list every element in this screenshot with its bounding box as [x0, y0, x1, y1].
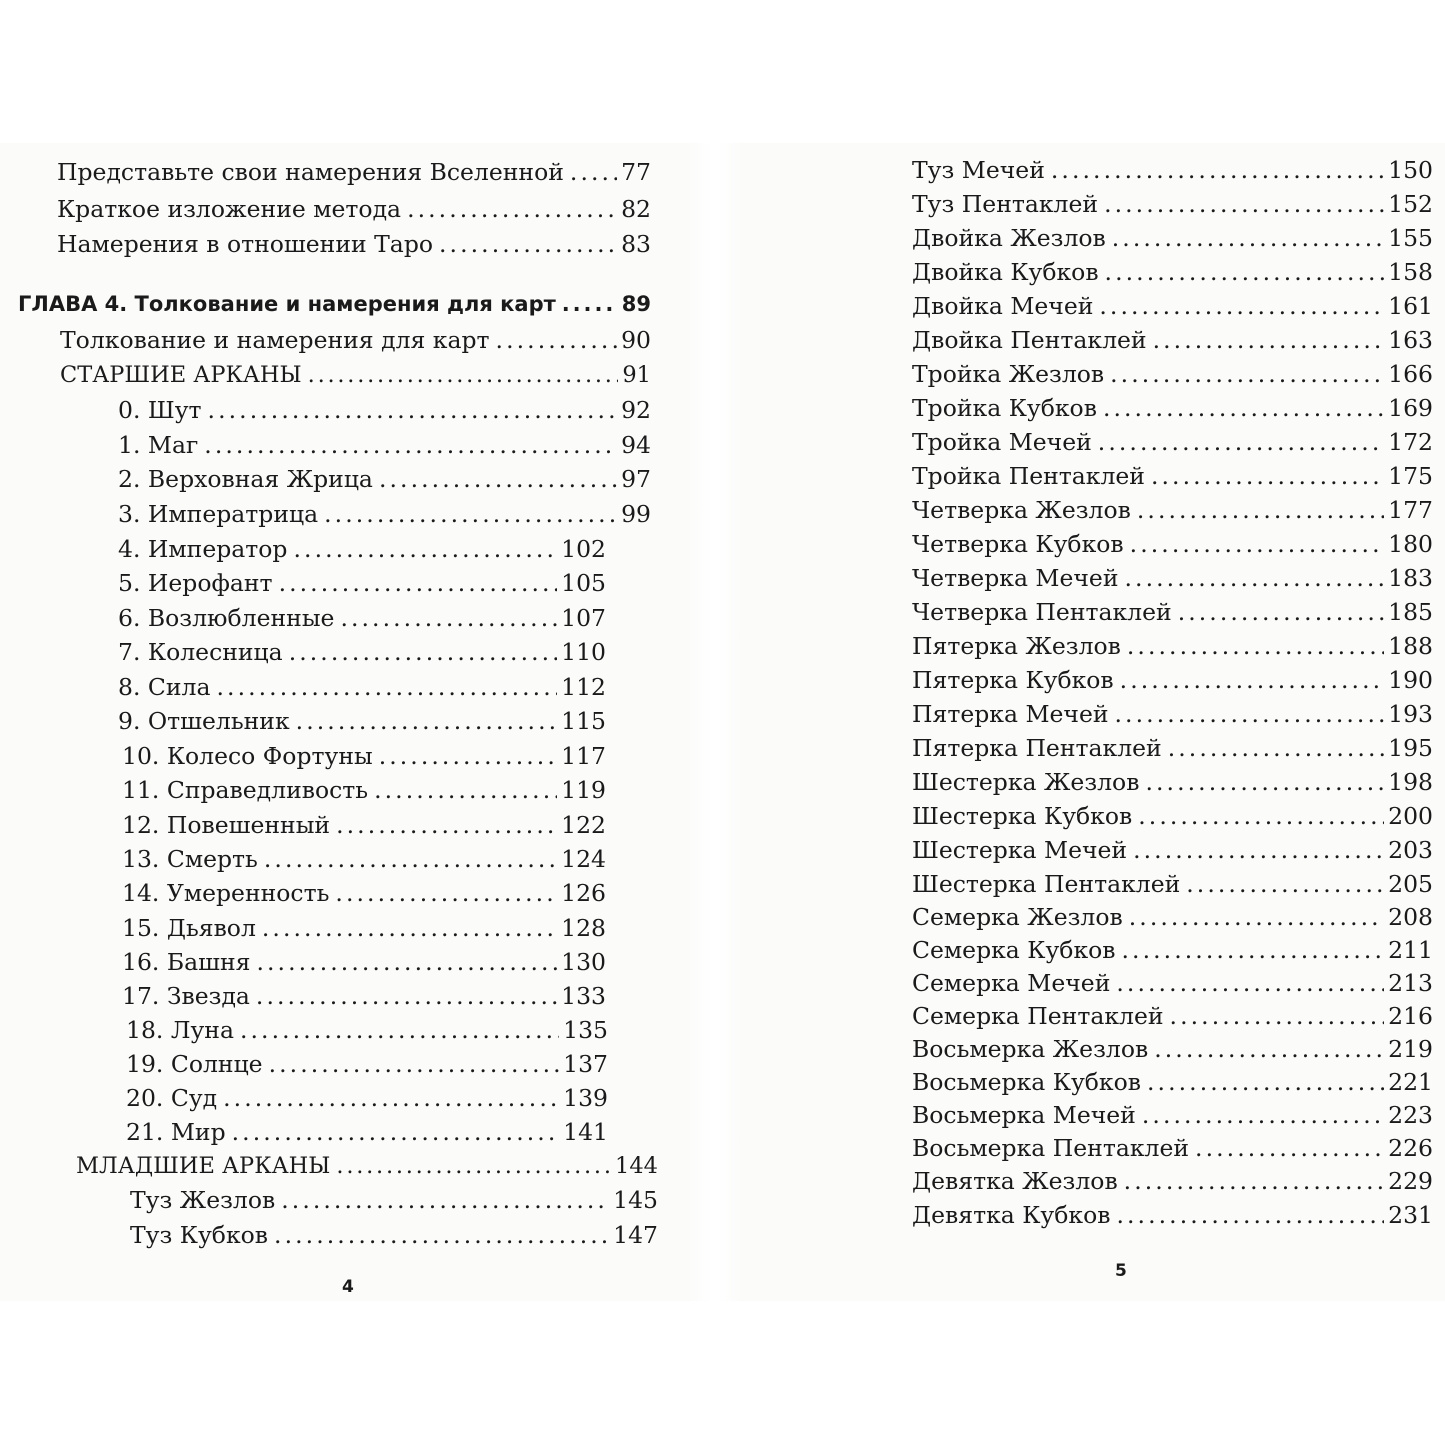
- toc-entry-title: Краткое изложение метода: [57, 195, 402, 223]
- toc-entry[interactable]: [912, 630, 1433, 662]
- toc-entry[interactable]: [912, 358, 1433, 390]
- toc-entry-page: 91: [622, 362, 651, 388]
- toc-entry-page: 211: [1388, 936, 1433, 964]
- toc-entry[interactable]: [126, 1048, 608, 1080]
- toc-entry-page: 144: [615, 1153, 658, 1179]
- toc-entry[interactable]: [912, 188, 1433, 220]
- toc-entry-page: 130: [561, 948, 606, 976]
- toc-entry-title: Восьмерка Мечей: [912, 1101, 1136, 1129]
- toc-entry-title: 3. Императрица: [118, 500, 319, 528]
- toc-entry-title: Четверка Мечей: [912, 564, 1119, 592]
- toc-entry-page: 83: [621, 230, 651, 258]
- toc-entry-page: 152: [1388, 190, 1433, 218]
- toc-entry-page: 216: [1388, 1002, 1433, 1030]
- toc-entry-page: 226: [1388, 1134, 1433, 1162]
- toc-entry-page: 145: [613, 1186, 658, 1214]
- toc-entry-title: 14. Умеренность: [122, 879, 330, 907]
- toc-entry-page: 203: [1388, 836, 1433, 864]
- toc-entry[interactable]: [912, 392, 1433, 424]
- toc-entry-title: Тройка Мечей: [912, 428, 1092, 456]
- toc-entry-title: 16. Башня: [122, 948, 251, 976]
- toc-entry-page: 208: [1388, 903, 1433, 931]
- toc-entry[interactable]: [130, 1184, 658, 1216]
- toc-entry-title: 4. Император: [118, 535, 288, 563]
- toc-entry-title: Шестерка Жезлов: [912, 768, 1140, 796]
- toc-entry[interactable]: [912, 934, 1433, 966]
- toc-entry[interactable]: [118, 602, 606, 634]
- toc-entry-page: 105: [561, 569, 606, 597]
- toc-entry-page: 77: [621, 158, 651, 186]
- page-number: 4: [342, 1277, 354, 1297]
- book-gutter: [688, 143, 742, 1301]
- toc-entry-page: 124: [561, 845, 606, 873]
- toc-entry[interactable]: [122, 912, 606, 944]
- toc-entry[interactable]: [122, 809, 606, 841]
- toc-entry-page: 90: [621, 326, 651, 354]
- toc-entry-page: 147: [613, 1221, 658, 1249]
- toc-entry[interactable]: [126, 1014, 608, 1046]
- toc-entry[interactable]: [130, 1219, 658, 1251]
- toc-section-heading[interactable]: [76, 1150, 658, 1182]
- toc-entry-page: 97: [621, 465, 651, 493]
- toc-entry[interactable]: [122, 843, 606, 875]
- toc-entry-page: 137: [563, 1050, 608, 1078]
- toc-entry-title: 5. Иерофант: [118, 569, 273, 597]
- toc-entry-title: Намерения в отношении Таро: [57, 230, 434, 258]
- toc-entry-page: 128: [561, 914, 606, 942]
- toc-entry-title: Шестерка Кубков: [912, 802, 1133, 830]
- toc-entry[interactable]: [912, 562, 1433, 594]
- toc-entry-page: 169: [1388, 394, 1433, 422]
- toc-entry[interactable]: [912, 901, 1433, 933]
- toc-entry[interactable]: [57, 228, 651, 260]
- toc-entry-page: 133: [561, 982, 606, 1010]
- toc-entry-title: Четверка Кубков: [912, 530, 1124, 558]
- toc-entry-page: 229: [1388, 1167, 1433, 1195]
- toc-entry[interactable]: [912, 834, 1433, 866]
- toc-entry[interactable]: [912, 1132, 1433, 1164]
- toc-entry-title: МЛАДШИЕ АРКАНЫ: [76, 1153, 331, 1179]
- toc-entry-page: 102: [561, 535, 606, 563]
- toc-entry-title: Семерка Жезлов: [912, 903, 1123, 931]
- toc-entry-page: 172: [1388, 428, 1433, 456]
- toc-entry-title: Представьте свои намерения Вселенной: [57, 158, 564, 186]
- toc-entry-page: 163: [1388, 326, 1433, 354]
- toc-entry-page: 219: [1388, 1035, 1433, 1063]
- toc-entry-page: 122: [561, 811, 606, 839]
- toc-entry-title: 10. Колесо Фортуны: [122, 742, 373, 770]
- toc-entry-page: 94: [621, 431, 651, 459]
- toc-entry-page: 221: [1388, 1068, 1433, 1096]
- toc-entry[interactable]: [57, 193, 651, 225]
- toc-entry-page: 193: [1388, 700, 1433, 728]
- toc-entry[interactable]: [122, 774, 606, 806]
- toc-entry[interactable]: [126, 1082, 608, 1114]
- toc-entry-title: Девятка Жезлов: [912, 1167, 1118, 1195]
- toc-entry[interactable]: [122, 740, 606, 772]
- right-page: [742, 143, 1445, 1301]
- toc-entry[interactable]: [118, 671, 606, 703]
- toc-entry-page: 213: [1388, 969, 1433, 997]
- toc-entry-title: Тройка Пентаклей: [912, 462, 1145, 490]
- toc-entry-title: Пятерка Жезлов: [912, 632, 1121, 660]
- toc-entry-title: 17. Звезда: [122, 982, 250, 1010]
- toc-entry-title: Четверка Пентаклей: [912, 598, 1172, 626]
- toc-entry-title: Туз Мечей: [912, 156, 1045, 184]
- toc-entry-title: ГЛАВА 4. Толкование и намерения для карт: [18, 292, 556, 316]
- toc-entry-page: 198: [1388, 768, 1433, 796]
- left-toc: [0, 143, 688, 1301]
- toc-entry[interactable]: [912, 256, 1433, 288]
- toc-entry-page: 135: [563, 1016, 608, 1044]
- toc-entry[interactable]: [912, 698, 1433, 730]
- toc-entry-page: 180: [1388, 530, 1433, 558]
- toc-chapter-heading[interactable]: [18, 288, 651, 320]
- toc-entry-page: 112: [561, 673, 606, 701]
- toc-entry-title: Пятерка Пентаклей: [912, 734, 1162, 762]
- toc-entry[interactable]: [60, 324, 651, 356]
- toc-entry[interactable]: [912, 1165, 1433, 1197]
- toc-entry[interactable]: [118, 463, 651, 495]
- toc-entry-page: 223: [1388, 1101, 1433, 1129]
- toc-entry-page: 141: [563, 1118, 608, 1146]
- toc-entry[interactable]: [912, 426, 1433, 458]
- toc-entry[interactable]: [118, 394, 651, 426]
- toc-entry[interactable]: [912, 222, 1433, 254]
- toc-entry-title: 15. Дьявол: [122, 914, 256, 942]
- toc-entry[interactable]: [912, 1066, 1433, 1098]
- toc-entry-title: 21. Мир: [126, 1118, 226, 1146]
- toc-entry-title: 1. Маг: [118, 431, 199, 459]
- toc-entry-title: 12. Повешенный: [122, 811, 331, 839]
- toc-entry-title: Туз Пентаклей: [912, 190, 1099, 218]
- toc-entry-page: 185: [1388, 598, 1433, 626]
- toc-entry-title: Двойка Жезлов: [912, 224, 1106, 252]
- toc-entry-title: Четверка Жезлов: [912, 496, 1131, 524]
- toc-entry-title: Шестерка Мечей: [912, 836, 1128, 864]
- toc-entry-title: Восьмерка Пентаклей: [912, 1134, 1190, 1162]
- toc-entry[interactable]: [912, 868, 1433, 900]
- toc-entry-title: Пятерка Мечей: [912, 700, 1109, 728]
- toc-entry[interactable]: [118, 705, 606, 737]
- toc-entry-title: Девятка Кубков: [912, 1201, 1111, 1229]
- toc-entry-title: 19. Солнце: [126, 1050, 263, 1078]
- toc-entry-title: Двойка Кубков: [912, 258, 1099, 286]
- toc-entry-page: 166: [1388, 360, 1433, 388]
- toc-entry-page: 231: [1388, 1201, 1433, 1229]
- toc-entry-title: Восьмерка Кубков: [912, 1068, 1141, 1096]
- toc-entry-page: 89: [621, 292, 651, 316]
- toc-entry-page: 99: [621, 500, 651, 528]
- toc-entry-page: 110: [561, 638, 606, 666]
- toc-entry-title: Шестерка Пентаклей: [912, 870, 1181, 898]
- toc-entry[interactable]: [122, 877, 606, 909]
- toc-entry[interactable]: [912, 1033, 1433, 1065]
- left-page: [0, 143, 688, 1301]
- toc-entry[interactable]: [118, 533, 606, 565]
- toc-entry-title: 8. Сила: [118, 673, 211, 701]
- toc-entry[interactable]: [912, 596, 1433, 628]
- toc-entry[interactable]: [912, 290, 1433, 322]
- toc-entry-title: Двойка Мечей: [912, 292, 1094, 320]
- toc-entry[interactable]: [912, 460, 1433, 492]
- toc-entry[interactable]: [912, 1099, 1433, 1131]
- toc-entry-title: 0. Шут: [118, 396, 202, 424]
- toc-section-heading[interactable]: [60, 359, 651, 391]
- toc-entry-page: 177: [1388, 496, 1433, 524]
- toc-entry-page: 200: [1388, 802, 1433, 830]
- toc-entry-page: 139: [563, 1084, 608, 1112]
- toc-entry-title: Восьмерка Жезлов: [912, 1035, 1149, 1063]
- toc-entry[interactable]: [126, 1116, 608, 1148]
- toc-entry-page: 183: [1388, 564, 1433, 592]
- toc-entry-page: 161: [1388, 292, 1433, 320]
- toc-entry-page: 107: [561, 604, 606, 632]
- toc-entry-title: Тройка Кубков: [912, 394, 1097, 422]
- toc-entry-page: 92: [621, 396, 651, 424]
- toc-entry-page: 188: [1388, 632, 1433, 660]
- toc-entry-title: Семерка Пентаклей: [912, 1002, 1164, 1030]
- toc-entry-page: 82: [621, 195, 651, 223]
- toc-entry[interactable]: [912, 766, 1433, 798]
- toc-entry[interactable]: [118, 498, 651, 530]
- toc-entry[interactable]: [118, 567, 606, 599]
- toc-entry-page: 175: [1388, 462, 1433, 490]
- toc-entry[interactable]: [912, 494, 1433, 526]
- toc-entry-title: Туз Жезлов: [130, 1186, 276, 1214]
- toc-entry-title: Двойка Пентаклей: [912, 326, 1147, 354]
- toc-entry-title: 20. Суд: [126, 1084, 218, 1112]
- toc-entry-title: Пятерка Кубков: [912, 666, 1114, 694]
- toc-entry[interactable]: [912, 528, 1433, 560]
- toc-entry[interactable]: [118, 429, 651, 461]
- toc-entry-title: Толкование и намерения для карт: [60, 326, 490, 354]
- toc-entry-page: 155: [1388, 224, 1433, 252]
- toc-entry-title: Семерка Кубков: [912, 936, 1116, 964]
- toc-entry-page: 150: [1388, 156, 1433, 184]
- toc-entry-page: 115: [561, 707, 606, 735]
- toc-entry-title: 2. Верховная Жрица: [118, 465, 373, 493]
- toc-entry-title: 9. Отшельник: [118, 707, 290, 735]
- toc-entry-title: Туз Кубков: [130, 1221, 269, 1249]
- toc-entry[interactable]: [122, 946, 606, 978]
- toc-entry-page: 195: [1388, 734, 1433, 762]
- toc-entry[interactable]: [912, 1199, 1433, 1231]
- toc-entry[interactable]: [57, 156, 651, 188]
- toc-entry-title: Тройка Жезлов: [912, 360, 1105, 388]
- toc-entry[interactable]: [912, 324, 1433, 356]
- toc-entry[interactable]: [118, 636, 606, 668]
- toc-entry-title: 7. Колесница: [118, 638, 283, 666]
- toc-entry-title: 13. Смерть: [122, 845, 258, 873]
- toc-entry-page: 117: [561, 742, 606, 770]
- toc-entry-title: 11. Справедливость: [122, 776, 369, 804]
- toc-entry[interactable]: [912, 800, 1433, 832]
- toc-entry[interactable]: [912, 664, 1433, 696]
- toc-entry-page: 190: [1388, 666, 1433, 694]
- toc-entry-page: 119: [561, 776, 606, 804]
- toc-entry-title: 6. Возлюбленные: [118, 604, 335, 632]
- toc-entry[interactable]: [912, 732, 1433, 764]
- toc-entry[interactable]: [912, 154, 1433, 186]
- toc-entry[interactable]: [912, 1000, 1433, 1032]
- toc-entry-title: Семерка Мечей: [912, 969, 1111, 997]
- right-toc: [742, 143, 1445, 1301]
- page-number: 5: [1115, 1261, 1127, 1281]
- toc-entry-page: 205: [1388, 870, 1433, 898]
- toc-entry[interactable]: [912, 967, 1433, 999]
- toc-entry-title: СТАРШИЕ АРКАНЫ: [60, 362, 302, 388]
- toc-entry-title: 18. Луна: [126, 1016, 234, 1044]
- toc-entry-page: 158: [1388, 258, 1433, 286]
- toc-entry[interactable]: [122, 980, 606, 1012]
- toc-entry-page: 126: [561, 879, 606, 907]
